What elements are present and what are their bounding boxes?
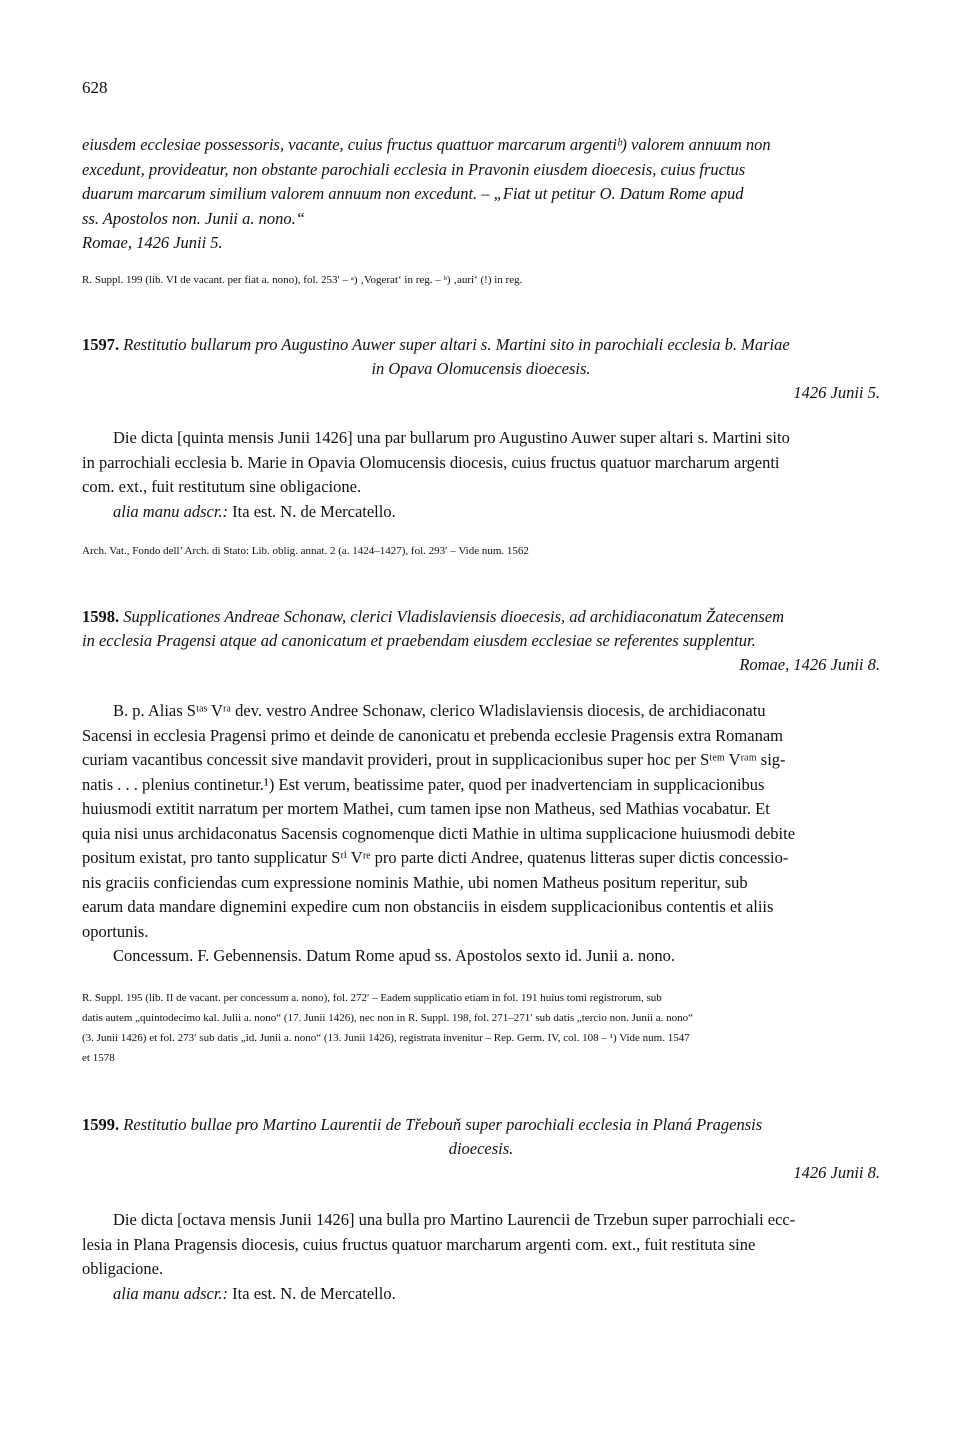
body-line: in parrochiali ecclesia b. Marie in Opavia Olomucensis diocesis, cuius fructus quatuor marcharum argenti — [82, 452, 780, 472]
entry-title-cont: in ecclesia Pragensi atque ad canonicatum et praebendam eiusdem ecclesiae se referentes supplentur. — [82, 631, 756, 650]
entry-1598-footnote — [82, 988, 880, 1068]
body-line: B. p. Alias Sᵗᵃˢ Vʳᵃ dev. vestro Andree Schonaw, clerico Wladislaviensis diocesis, de archidiaconatu — [113, 701, 766, 720]
entry-date: 1426 Junii 5. — [793, 383, 880, 402]
body-line: positum existat, pro tanto supplicatur Sᵗⁱ Vʳᵉ pro parte dicti Andree, quatenus litteras super dictis concessio- — [82, 848, 789, 867]
annotation-text: Ita est. N. de Mercatello. — [228, 1283, 396, 1303]
footnote-line: datis autem „quintodecimo kal. Julii a. nono“ (17. Junii 1426), nec non in R. Suppl. 198, fol. 271–271′ sub datis „tercio non. Junii a. nono“ — [82, 1012, 693, 1024]
body-line: Sacensi in ecclesia Pragensi primo et deinde de canonicatu et prebenda ecclesie Pragensis extra Romanam — [82, 725, 783, 745]
entry-number: 1599. — [82, 1115, 120, 1134]
annotation-line — [82, 500, 880, 525]
intro-paragraph — [82, 133, 880, 256]
entry-1599-heading — [82, 1113, 880, 1185]
annotation-text: Ita est. N. de Mercatello. — [228, 501, 396, 521]
annotation-label: alia manu adscr.: — [113, 501, 229, 521]
intro-date: Romae, 1426 Junii 5. — [82, 233, 223, 252]
entry-1598-heading — [82, 605, 880, 677]
intro-line: eiusdem ecclesiae possessoris, vacante, cuius fructus quattuor marcarum argentiᵇ) valorem annuum non — [82, 135, 771, 154]
entry-date: 1426 Junii 8. — [793, 1163, 880, 1182]
annotation-line — [82, 1282, 880, 1307]
entry-1597-footnote: Arch. Vat., Fondo dell’ Arch. di Stato: Lib. oblig. annat. 2 (a. 1424–1427), fol. 293′ – Vide num. 1562 — [82, 545, 529, 557]
entry-title-cont: dioecesis. — [448, 1139, 514, 1158]
body-line: lesia in Plana Pragensis diocesis, cuius fructus quatuor marcharum argenti com. ext., fuit restituta sine — [82, 1234, 756, 1254]
intro-line: duarum marcarum similium valorem annuum non excedunt. – „Fiat ut petitur O. Datum Rome apud — [82, 184, 744, 203]
body-line: curiam vacantibus concessit sive mandavit provideri, prout in supplicacionibus super hoc per Sᵗᵉᵐ Vʳᵃᵐ sig- — [82, 750, 786, 769]
body-line: Die dicta [octava mensis Junii 1426] una bulla pro Martino Laurencii de Trzebun super parrochiali ecc- — [113, 1210, 796, 1229]
entry-title: Supplicationes Andreae Schonaw, clerici Vladislaviensis dioecesis, ad archidiaconatum Žatecensem — [123, 607, 785, 626]
entry-title: Restitutio bullarum pro Augustino Auwer super altari s. Martini sito in parochiali ecclesia b. Mariae — [123, 335, 790, 354]
body-line: natis . . . plenius continetur.¹) Est verum, beatissime pater, quod per inadvertenciam in supplicacionibus — [82, 774, 765, 794]
intro-footnote: R. Suppl. 199 (lib. VI de vacant. per fiat a. nono), fol. 253′ – ᵃ) ‚Vogerat‘ in reg. – ᵇ) ‚auri‘ (!) in reg. — [82, 274, 523, 286]
entry-1597-heading — [82, 333, 880, 405]
body-line: Die dicta [quinta mensis Junii 1426] una par bullarum pro Augustino Auwer super altari s. Martini sito — [113, 428, 790, 447]
entry-number: 1597. — [82, 335, 120, 354]
entry-1597-body — [82, 426, 880, 524]
footnote-line: et 1578 — [82, 1052, 115, 1064]
body-line: Concessum. F. Gebennensis. Datum Rome apud ss. Apostolos sexto id. Junii a. nono. — [113, 946, 675, 965]
page-number: 628 — [82, 78, 108, 97]
entry-title: Restitutio bullae pro Martino Laurentii de Třebouň super parochiali ecclesia in Planá Pragensis — [123, 1115, 763, 1134]
body-line: earum data mandare dignemini expedire cum non obstanciis in eisdem supplicacionibus contentis et aliis — [82, 897, 774, 916]
intro-line: excedunt, provideatur, non obstante parochiali ecclesia in Pravonin eiusdem dioecesis, cuius fructus — [82, 159, 746, 179]
body-line: quia nisi unus archidaconatus Sacensis cognomenque dicti Mathie in ultima supplicacione huiusmodi debite — [82, 823, 796, 843]
entry-number: 1598. — [82, 607, 120, 626]
entry-date: Romae, 1426 Junii 8. — [739, 655, 880, 674]
entry-1598-body — [82, 699, 880, 969]
entry-1599-body — [82, 1208, 880, 1306]
body-line: nis graciis conficiendas cum expressione nominis Mathie, ubi nomen Matheus positum reperitur, sub — [82, 872, 748, 892]
body-line: huiusmodi extitit narratum per mortem Mathei, cum tamen ipse non Matheus, sed Mathias vocabatur. Et — [82, 799, 770, 818]
body-line: oportunis. — [82, 921, 149, 941]
body-line: com. ext., fuit restitutum sine obligacione. — [82, 477, 362, 496]
footnote-line: R. Suppl. 195 (lib. II de vacant. per concessum a. nono), fol. 272′ – Eadem supplicatio etiam in fol. 191 huius tomi registrorum, sub — [82, 992, 662, 1004]
footnote-line: (3. Junii 1426) et fol. 273′ sub datis „id. Junii a. nono“ (13. Junii 1426), registrata invenitur – Rep. Germ. IV, col. 108 – ¹) Vide num. 1547 — [82, 1032, 690, 1044]
body-line: obligacione. — [82, 1259, 164, 1278]
intro-last-line: ss. Apostolos non. Junii a. nono.“ — [82, 208, 305, 228]
annotation-label: alia manu adscr.: — [113, 1283, 229, 1303]
entry-title-cont: in Opava Olomucensis dioecesis. — [371, 359, 591, 378]
